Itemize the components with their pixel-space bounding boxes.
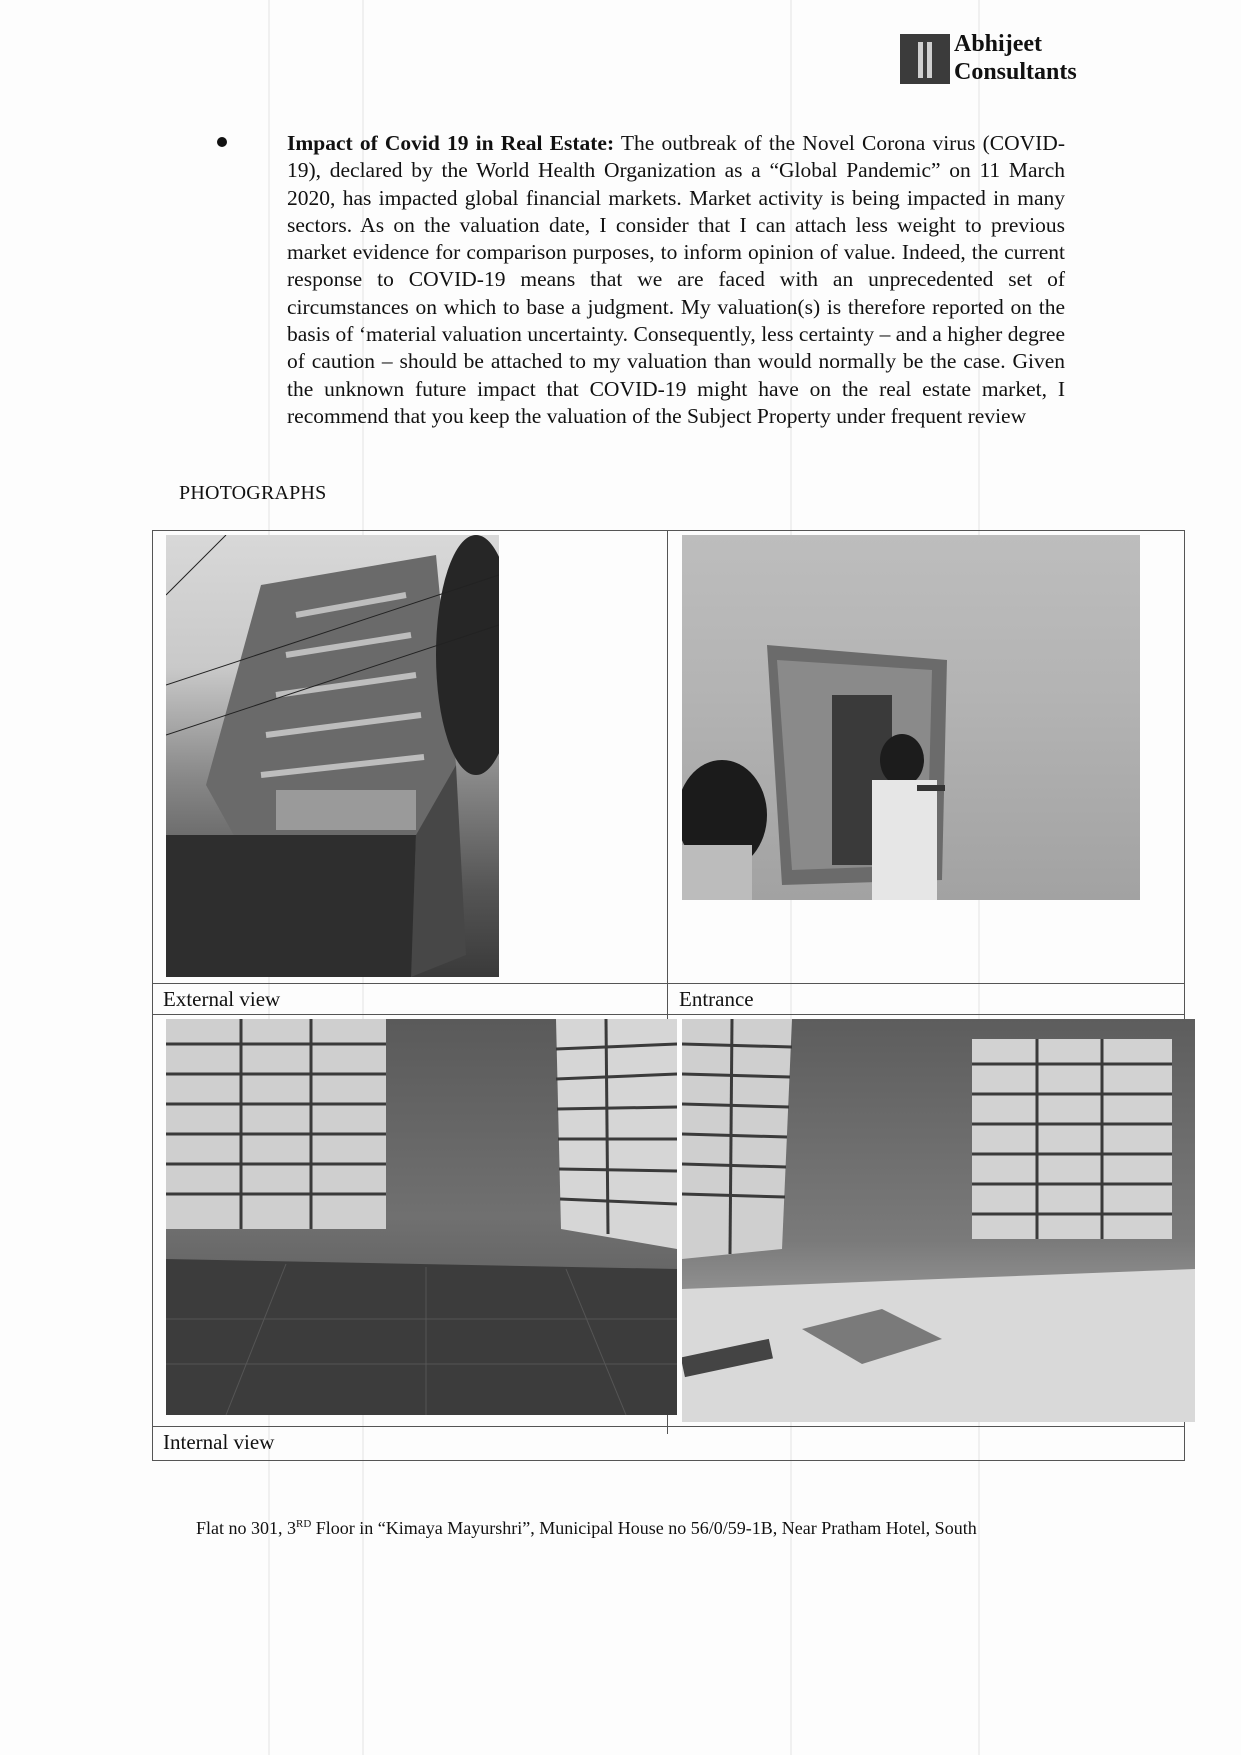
photographs-title: PHOTOGRAPHS [179,482,327,504]
table-divider [152,1014,1185,1015]
logo-line-1: Abhijeet [954,31,1042,57]
footer-text-start: Flat no 301, 3 [196,1518,297,1538]
table-divider [152,1426,1185,1427]
bullet-icon [217,137,227,147]
logo-text [954,30,1077,86]
covid-body: The outbreak of the Novel Corona virus (COVID-19), declared by the World Health Organization as a “Global Pandemic” on 11 March 2020, has impacted global financial markets. Market activity is being impacted in many sectors. As on the valuation date, I consider that I can attach less weight to previous market evidence for comparison purposes, to inform opinion of value. Indeed, the current response to COVID-19 means that we are faced with an unprecedented set of circumstances on which to base a judgment. My valuation(s) is therefore reported on the basis of ‘material valuation uncertainty. Consequently, less certainty – and a higher degree of caution – should be attached to my valuation than would normally be the case. Given the unknown future impact that COVID-19 might have on the real estate market, I recommend that you keep the valuation of the Subject Property under frequent review [287,131,1065,428]
external-view-photo [166,535,499,977]
entrance-image [682,535,1140,900]
internal-view-photo-2 [682,1019,1195,1422]
entrance-photo [682,535,1140,900]
company-logo [900,30,1077,86]
caption-internal-view: Internal view [163,1430,275,1454]
internal-image-1 [166,1019,677,1415]
covid-heading: Impact of Covid 19 in Real Estate: [287,131,615,155]
logo-line-2: Consultants [954,59,1077,85]
caption-external-view: External view [163,987,281,1011]
covid-paragraph [287,130,1065,430]
table-divider [152,983,1185,984]
logo-mark-icon [900,34,950,84]
footer-superscript: RD [296,1518,312,1530]
internal-view-photo-1 [166,1019,677,1415]
footer-text-end: Floor in “Kimaya Mayurshri”, Municipal House no 56/0/59-1B, Near Pratham Hotel, South [311,1518,977,1538]
building-image [166,535,499,977]
footer-address [196,1518,977,1539]
caption-entrance: Entrance [679,987,754,1011]
internal-image-2 [682,1019,1195,1422]
